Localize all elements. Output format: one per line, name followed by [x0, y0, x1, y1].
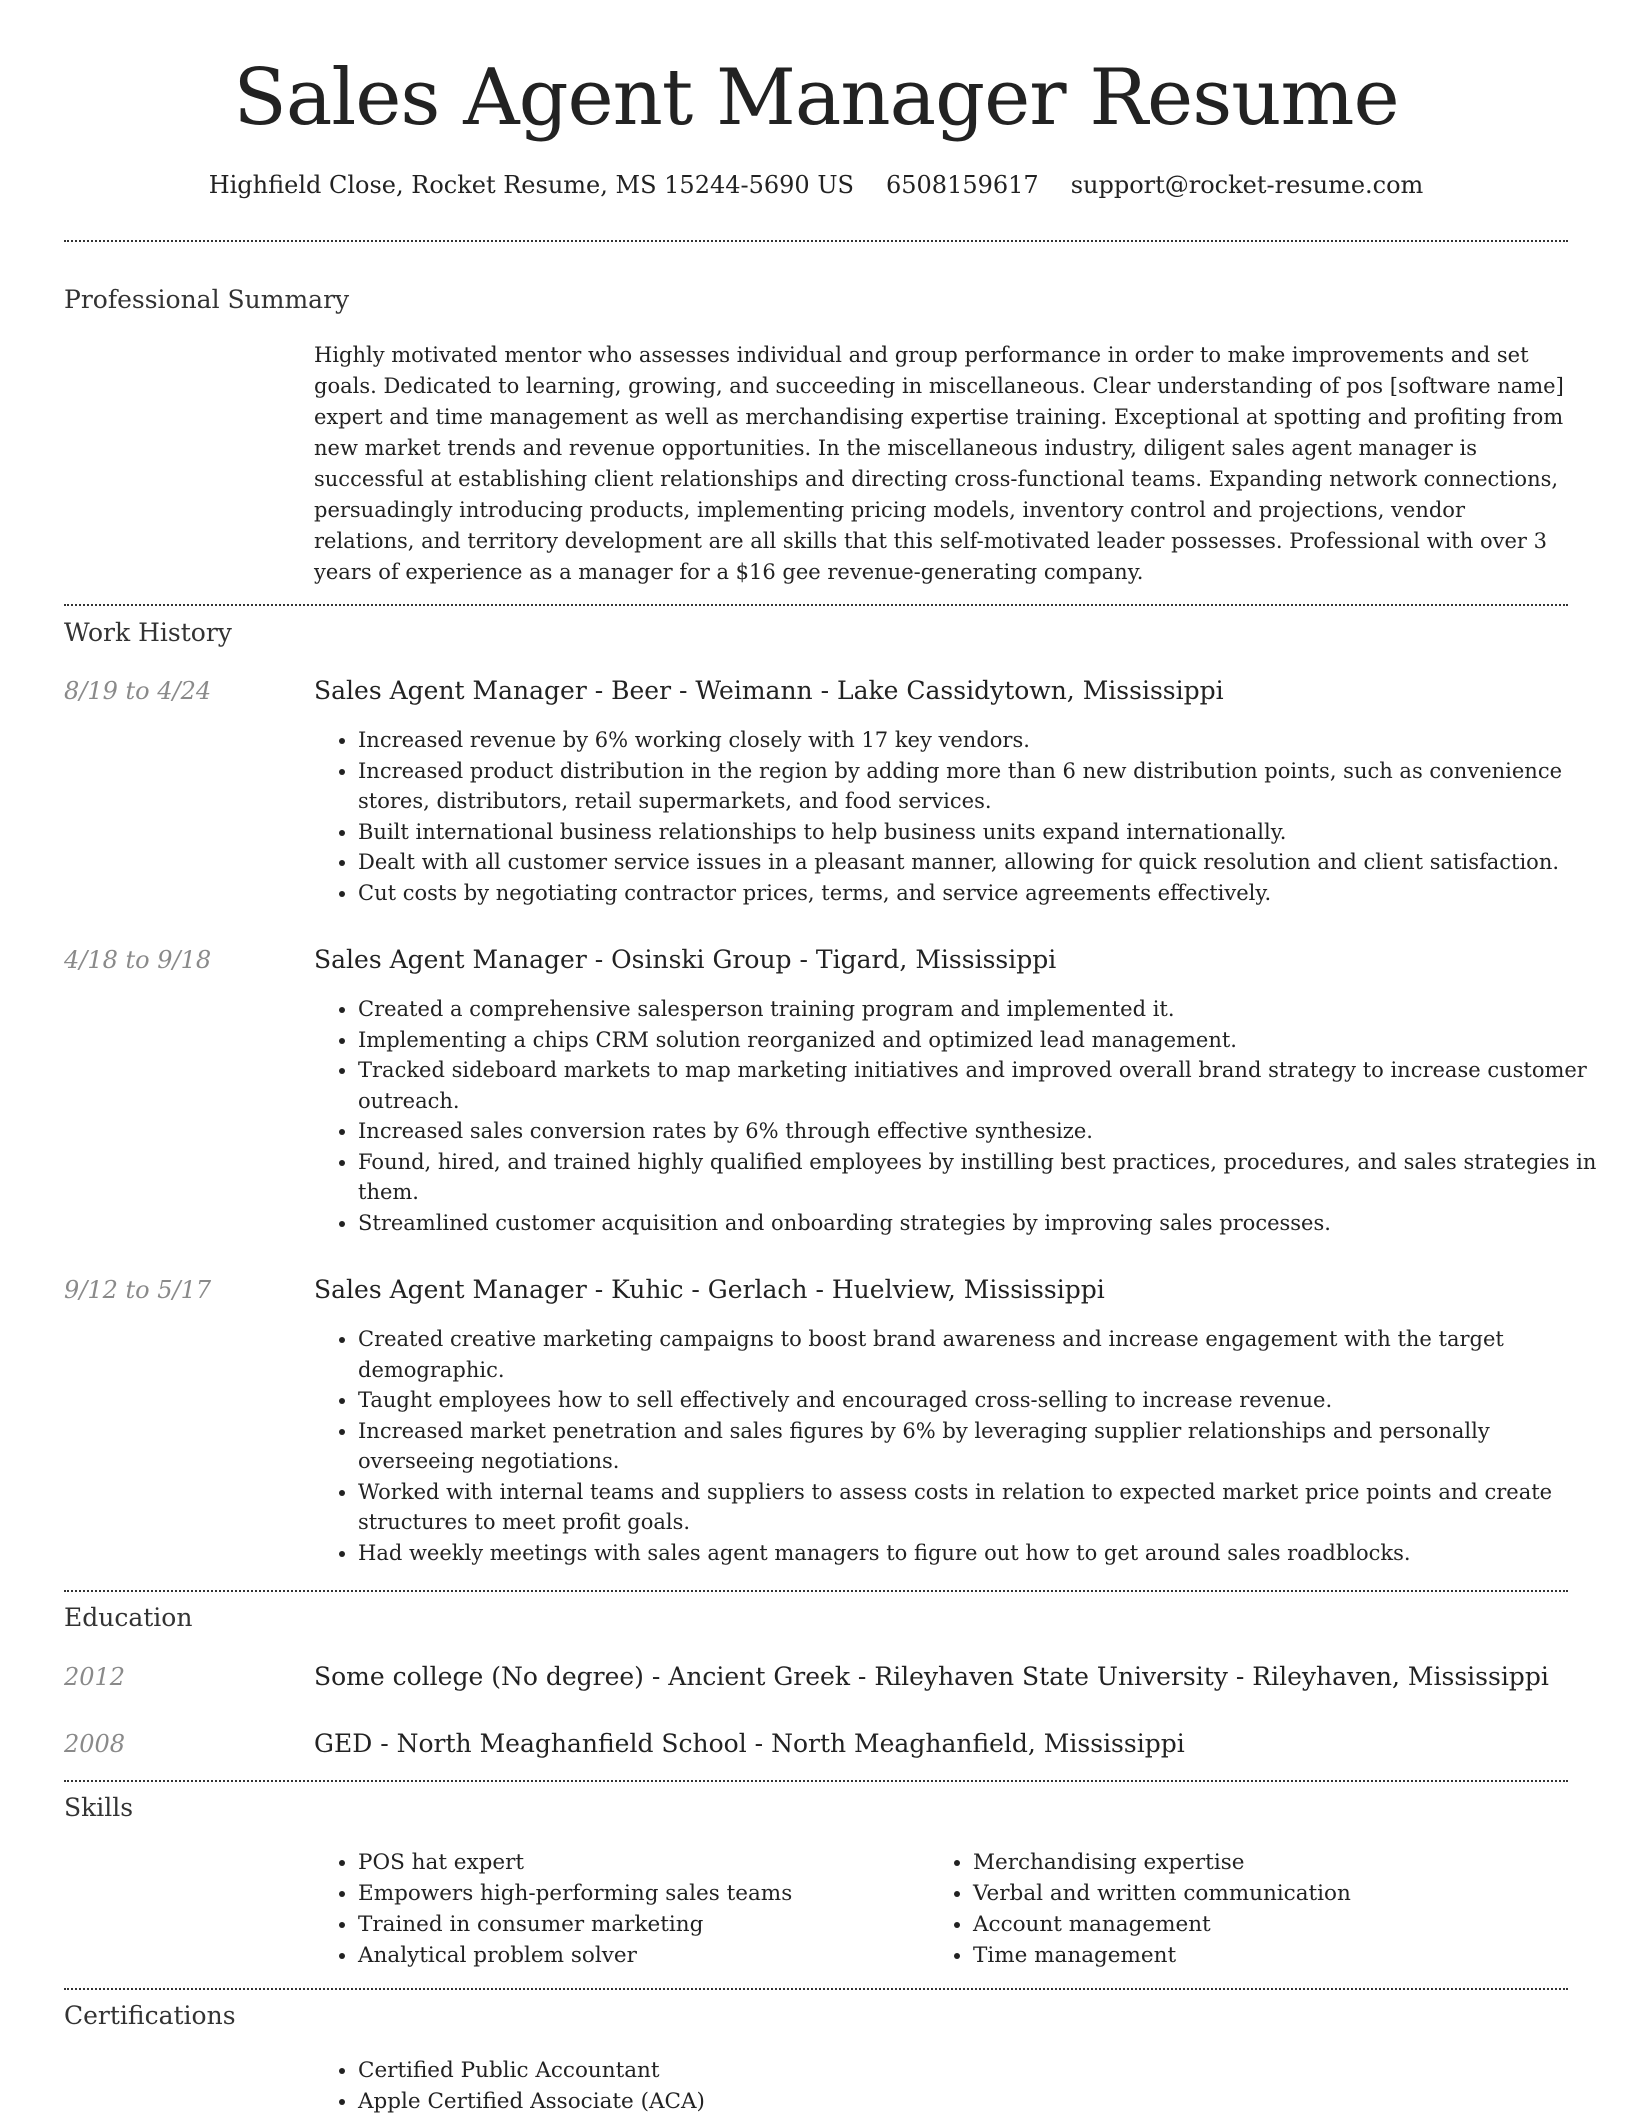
education-year: 2008: [64, 1730, 126, 1758]
education-year: 2012: [64, 1663, 126, 1691]
job-bullet: • Increased revenue by 6% working closely with 17 key vendors.: [358, 725, 1612, 756]
skill-item: • Merchandising expertise: [973, 1847, 1573, 1878]
job-bullet: • Increased product distribution in the region by adding more than 6 new distribution points, such as convenience stores, distributors, retail supermarkets, and food services.: [358, 756, 1612, 817]
skill-item: • Empowers high-performing sales teams: [358, 1878, 928, 1909]
job-title: Sales Agent Manager - Osinski Group - Tigard, Mississippi: [314, 945, 1057, 974]
email: support@rocket-resume.com: [1070, 171, 1424, 199]
address: Highfield Close, Rocket Resume, MS 15244-5690 US: [208, 171, 854, 199]
divider: [64, 1988, 1568, 1990]
job-bullet: • Implementing a chips CRM solution reorganized and optimized lead management.: [358, 1025, 1612, 1056]
resume-title: Sales Agent Manager Resume: [233, 53, 1399, 143]
skill-item: • Analytical problem solver: [358, 1940, 928, 1971]
divider: [64, 1780, 1568, 1782]
job-bullet: • Created a comprehensive salesperson training program and implemented it.: [358, 994, 1612, 1025]
job-bullet: • Streamlined customer acquisition and onboarding strategies by improving sales processes.: [358, 1208, 1612, 1239]
education-entry: GED - North Meaghanfield School - North Meaghanfield, Mississippi: [314, 1729, 1185, 1758]
skill-item: • Account management: [973, 1909, 1573, 1940]
summary-heading: Professional Summary: [64, 285, 350, 314]
education-heading: Education: [64, 1603, 193, 1632]
skill-item: • Verbal and written communication: [973, 1878, 1573, 1909]
contact-line: [0, 168, 1632, 202]
certification-item: • Apple Certified Associate (ACA): [358, 2086, 1558, 2117]
job-bullet: • Cut costs by negotiating contractor prices, terms, and service agreements effectively.: [358, 878, 1612, 909]
divider: [64, 1590, 1568, 1592]
job-title: Sales Agent Manager - Beer - Weimann - Lake Cassidytown, Mississippi: [314, 676, 1224, 705]
job-bullets: [314, 1324, 1612, 1568]
job-dates: 9/12 to 5/17: [64, 1276, 212, 1304]
skills-list-left: [314, 1847, 928, 1971]
job-bullet: • Built international business relationships to help business units expand internationally.: [358, 817, 1612, 848]
job-dates: 4/18 to 9/18: [64, 946, 212, 974]
job-bullet: • Worked with internal teams and suppliers to assess costs in relation to expected market price points and create structures to meet profit goals.: [358, 1477, 1612, 1538]
job-bullet: • Had weekly meetings with sales agent managers to figure out how to get around sales roadblocks.: [358, 1538, 1612, 1569]
job-bullet: • Increased market penetration and sales figures by 6% by leveraging supplier relationships and personally overseeing negotiations.: [358, 1416, 1612, 1477]
job-bullets: [314, 725, 1612, 908]
divider: [64, 604, 1568, 606]
certification-item: • Certified Public Accountant: [358, 2055, 1558, 2086]
certifications-heading: Certifications: [64, 2001, 236, 2030]
phone: 6508159617: [885, 171, 1039, 199]
skill-item: • Time management: [973, 1940, 1573, 1971]
divider: [64, 240, 1568, 242]
job-bullets: [314, 994, 1612, 1238]
job-bullet: • Tracked sideboard markets to map marketing initiatives and improved overall brand strategy to increase customer outreach.: [358, 1055, 1612, 1116]
skill-item: • POS hat expert: [358, 1847, 928, 1878]
work-history-heading: Work History: [64, 618, 232, 647]
job-bullet: • Dealt with all customer service issues in a pleasant manner, allowing for quick resolution and client satisfaction.: [358, 847, 1612, 878]
job-bullet: • Found, hired, and trained highly qualified employees by instilling best practices, procedures, and sales strategies in them.: [358, 1147, 1612, 1208]
education-entry: Some college (No degree) - Ancient Greek - Rileyhaven State University - Rileyhaven, Mississippi: [314, 1662, 1549, 1691]
skill-item: • Trained in consumer marketing: [358, 1909, 928, 1940]
job-bullet: • Created creative marketing campaigns to boost brand awareness and increase engagement with the target demographic.: [358, 1324, 1612, 1385]
skills-heading: Skills: [64, 1793, 134, 1822]
certifications-list: [314, 2055, 1558, 2117]
job-dates: 8/19 to 4/24: [64, 677, 212, 705]
job-bullet: • Increased sales conversion rates by 6% through effective synthesize.: [358, 1116, 1612, 1147]
job-title: Sales Agent Manager - Kuhic - Gerlach - Huelview, Mississippi: [314, 1275, 1105, 1304]
skills-list-right: [929, 1847, 1573, 1971]
summary-text: Highly motivated mentor who assesses individual and group performance in order to make improvements and set goals. Dedicated to learning, growing, and succeeding in miscellaneous. Clear understanding of pos [software name] expert and time management as well as merchandising expertise training. Exceptional at spotting and profiting from new market trends and revenue opportunities. In the miscellaneous industry, diligent sales agent manager is successful at establishing client relationships and directing cross-functional teams. Expanding network connections, persuadingly introducing products, implementing pricing models, inventory control and projections, vendor relations, and territory development are all skills that this self-motivated leader possesses. Professional with over 3 years of experience as a manager for a $16 gee revenue-generating company.: [314, 343, 1564, 584]
job-bullet: • Taught employees how to sell effectively and encouraged cross-selling to increase revenue.: [358, 1385, 1612, 1416]
